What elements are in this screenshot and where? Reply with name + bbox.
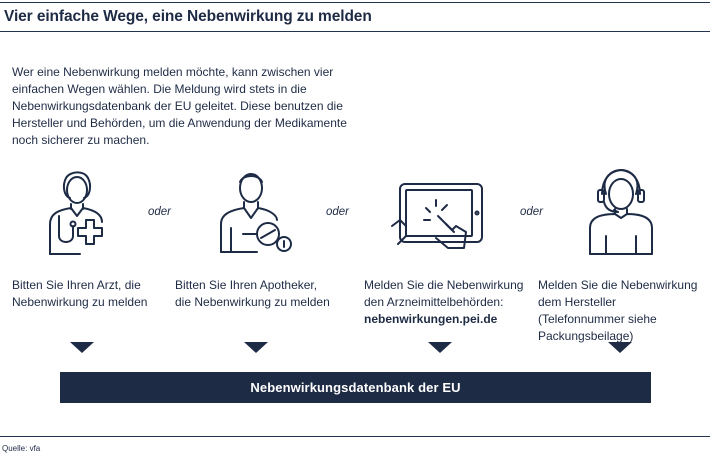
eu-database-label: Nebenwirkungsdatenbank der EU	[250, 380, 461, 395]
authority-link[interactable]: nebenwirkungen.pei.de	[364, 312, 498, 326]
arrow-down-3	[428, 342, 452, 353]
page-title: Vier einfache Wege, eine Nebenwirkung zu melden	[4, 8, 372, 25]
pharmacist-icon	[217, 168, 297, 258]
step-authority	[364, 277, 524, 328]
doctor-icon	[46, 168, 116, 258]
step-doctor-text: Bitten Sie Ihren Arzt, die Nebenwirkung zu melden	[12, 278, 148, 309]
eu-database-bar	[60, 372, 651, 403]
connector-oder-3: oder	[520, 206, 544, 218]
top-rule	[0, 2, 710, 3]
step-doctor	[12, 277, 162, 311]
step-pharmacist-text: Bitten Sie Ihren Apotheker, die Nebenwirkung zu melden	[175, 278, 330, 309]
arrow-down-2	[244, 342, 268, 353]
step-manufacturer-text: Melden Sie die Nebenwirkung dem Hersteller (Telefonnummer siehe Packungsbeilage)	[538, 278, 698, 343]
step-manufacturer	[538, 277, 698, 345]
step-authority-text: Melden Sie die Nebenwirkung den Arzneimittelbehörden:	[364, 278, 524, 309]
source-note: Quelle: vfa	[2, 444, 41, 453]
arrow-down-1	[70, 342, 94, 353]
connector-oder-1: oder	[148, 206, 172, 218]
headset-agent-icon	[586, 164, 656, 258]
title-rule	[0, 31, 710, 32]
step-pharmacist	[175, 277, 335, 311]
arrow-down-4	[608, 342, 632, 353]
tablet-icon	[390, 180, 486, 252]
intro-text: Wer eine Nebenwirkung melden möchte, kann zwischen vier einfachen Wegen wählen. Die Meldung wird stets in die Nebenwirkungsdatenbank der EU geleitet. Diese benutzen die Hersteller und Behörden, um die Anwendung der Medikamente noch sicherer zu machen.	[12, 65, 347, 147]
bottom-rule	[0, 436, 710, 437]
connector-oder-2: oder	[326, 206, 350, 218]
